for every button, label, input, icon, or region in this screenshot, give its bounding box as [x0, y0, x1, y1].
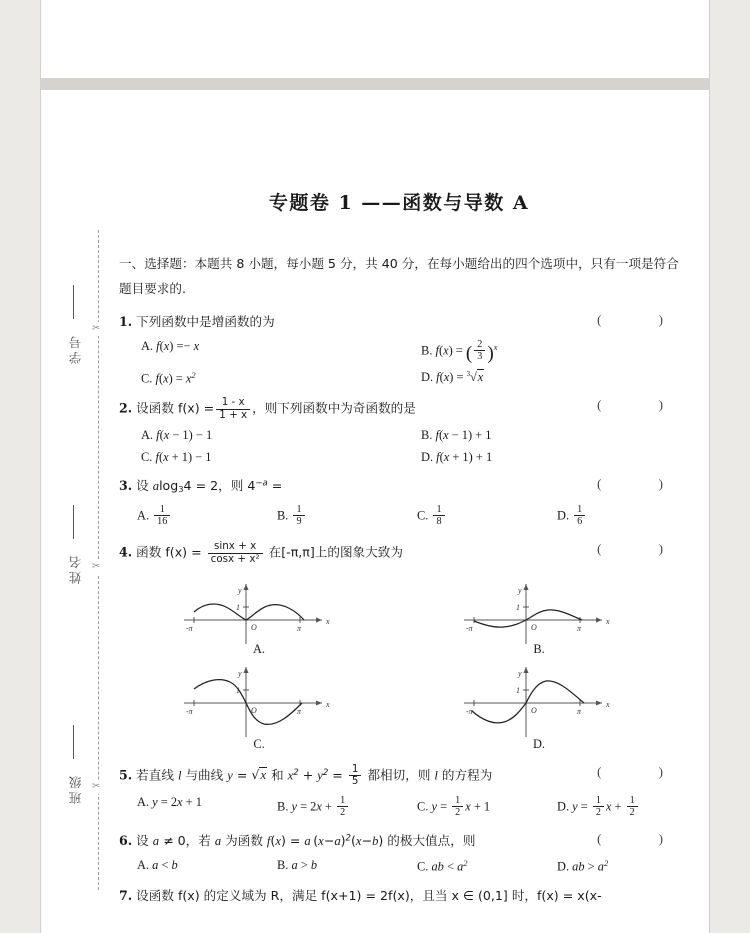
scissors-icon: ✂ [92, 781, 101, 792]
svg-text:x: x [325, 616, 330, 626]
question-1-options [119, 339, 679, 386]
option-6a[interactable]: A. a < b [137, 858, 178, 873]
question-4-text-post: 在[-π,π]上的图象大致为 [268, 545, 403, 561]
question-4-number: 4. [119, 545, 133, 561]
graph-option-a[interactable] [119, 576, 399, 657]
option-3d[interactable]: D. $\frac{1}{6}$ [539, 504, 679, 528]
option-2c[interactable]: C. f(x + 1) − 1 [141, 450, 212, 465]
question-5-answer-bracket[interactable]: ( ) [597, 764, 675, 779]
margin-label-student-id: 学号 [68, 333, 83, 364]
question-1-number: 1. [119, 314, 133, 330]
question-1 [119, 312, 679, 386]
scissors-icon: ✂ [92, 323, 101, 334]
graph-d-label: D. [532, 736, 546, 751]
question-2 [119, 397, 679, 465]
graph-c-label: C. [253, 736, 265, 751]
question-5-stem: 5. 若直线 l 与曲线 y = √x 和 $x^2 + y^2$ = $\frac{1}{5}$ 都相切，则 l 的方程为 [119, 762, 493, 788]
option-1a[interactable]: A. f(x) =− x [141, 338, 200, 353]
option-1c[interactable]: C. $f(x) = x^2$ [141, 369, 196, 386]
option-5b[interactable]: B. y = 2x + $\frac{1}{2}$ [259, 795, 399, 819]
graph-option-b[interactable] [399, 576, 679, 657]
question-5 [119, 764, 679, 819]
graph-b-label: B. [533, 641, 545, 656]
option-1b[interactable]: B. f(x) = ( $\frac{2}{3}$ )$^x$ [421, 338, 498, 364]
question-4 [119, 541, 679, 751]
option-3b[interactable]: B. $\frac{1}{9}$ [259, 504, 399, 528]
svg-text:1: 1 [235, 685, 240, 695]
option-2a[interactable]: A. f(x − 1) − 1 [141, 428, 213, 443]
svg-text:O: O [530, 622, 537, 632]
svg-text:π: π [296, 623, 301, 633]
question-7 [119, 886, 679, 906]
option-5c[interactable]: C. y = $\frac{1}{2}$ x + 1 [417, 794, 491, 819]
question-4-answer-bracket[interactable]: ( ) [597, 542, 675, 557]
question-1-answer-bracket[interactable]: ( ) [597, 313, 675, 328]
section-instruction: 一、选择题：本题共 8 小题，每小题 5 分，共 40 分，在每小题给出的四个选项中，只有一项是符合题目要求的. [119, 256, 679, 297]
q4-frac-den: cosx + x² [208, 553, 263, 566]
question-3-options [119, 504, 679, 528]
svg-text:y: y [517, 668, 522, 678]
q5-frac-den: 5 [349, 775, 362, 788]
exam-content [119, 90, 679, 933]
svg-text:1: 1 [515, 602, 520, 612]
svg-text:-π: -π [185, 623, 193, 633]
field-rule-student-id [73, 285, 74, 319]
question-3-stem: 3. 设 alog$_3$4 = 2，则 $4^{-a}$ = [119, 478, 283, 495]
svg-text:π: π [576, 706, 581, 716]
previous-page-edge [40, 0, 710, 78]
option-6c[interactable]: C. ab < $a^2$ [417, 858, 468, 874]
q5-frac-num: 1 [351, 762, 359, 775]
question-6-answer-bracket[interactable]: ( ) [597, 831, 675, 846]
option-3a[interactable]: A. $\frac{1}{16}$ [119, 504, 259, 528]
svg-text:1: 1 [235, 602, 240, 612]
margin-label-class: 班级 [68, 773, 83, 804]
svg-text:x: x [325, 699, 330, 709]
option-3c[interactable]: C. $\frac{1}{8}$ [399, 504, 539, 528]
svg-text:y: y [517, 585, 522, 595]
question-5-options [119, 795, 679, 819]
svg-text:y: y [237, 585, 242, 595]
svg-text:π: π [576, 623, 581, 633]
q2-frac-num: 1 - x [221, 396, 245, 409]
question-3 [119, 476, 679, 527]
graph-option-c[interactable] [119, 663, 399, 752]
q4-frac-num: sinx + x [214, 540, 257, 553]
question-4-text-pre: 函数 f(x) = [136, 545, 202, 561]
question-1-text: 下列函数中是增函数的为 [136, 314, 275, 330]
svg-text:π: π [296, 706, 301, 716]
margin-strip [41, 90, 116, 933]
question-6 [119, 831, 679, 875]
field-rule-name [73, 505, 74, 539]
question-2-number: 2. [119, 400, 133, 416]
svg-text:y: y [237, 668, 242, 678]
graph-a-label: A. [252, 641, 266, 656]
question-2-text-pre: 设函数 f(x) = [136, 400, 215, 416]
question-3-number: 3. [119, 478, 133, 494]
question-5-number: 5. [119, 767, 133, 783]
scissors-icon: ✂ [92, 561, 101, 572]
question-4-stem [119, 541, 679, 565]
svg-text:x: x [605, 699, 610, 709]
question-7-number: 7. [119, 888, 133, 904]
margin-label-name: 姓名 [68, 553, 83, 584]
question-2-text-post: ，则下列函数中为奇函数的是 [252, 400, 416, 416]
option-6b[interactable]: B. a > b [277, 858, 318, 873]
exam-page [40, 90, 710, 933]
svg-text:O: O [250, 622, 257, 632]
q2-frac-den: 1 + x [216, 409, 250, 422]
question-3-answer-bracket[interactable]: ( ) [597, 477, 675, 492]
question-6-options [119, 858, 679, 874]
option-6d[interactable]: D. ab > $a^2$ [557, 858, 609, 874]
field-rule-class [73, 725, 74, 759]
page-separator [40, 78, 710, 90]
graph-option-d[interactable] [399, 663, 679, 752]
svg-text:O: O [250, 705, 257, 715]
question-1-stem [119, 312, 679, 332]
question-6-stem: 6. 设 a ≠ 0，若 a 为函数 f(x) = a $(x-a)^2(x-b)$ 的极大值点，则 [119, 832, 476, 848]
question-2-stem [119, 397, 679, 421]
option-2d[interactable]: D. f(x + 1) + 1 [421, 450, 493, 465]
question-6-number: 6. [119, 832, 133, 848]
option-5a[interactable]: A. y = 2x + 1 [137, 794, 202, 809]
svg-text:-π: -π [465, 623, 473, 633]
question-2-answer-bracket[interactable]: ( ) [597, 398, 675, 413]
svg-text:x: x [605, 616, 610, 626]
page-title: 专题卷 1 ——函数与导数 A [268, 192, 530, 214]
svg-text:-π: -π [185, 706, 193, 716]
svg-text:-π: -π [465, 706, 473, 716]
option-2b[interactable]: B. f(x − 1) + 1 [421, 428, 492, 443]
question-7-text: 设函数 f(x) 的定义域为 R，满足 f(x+1) = 2f(x)，且当 x ∈ (0,1] 时，f(x) = x(x- [136, 888, 602, 904]
question-4-graphs [119, 576, 679, 752]
question-7-stem [119, 886, 679, 906]
option-1d[interactable]: D. f(x) = $^3$√x [421, 369, 484, 384]
svg-text:O: O [530, 705, 537, 715]
svg-text:1: 1 [515, 685, 520, 695]
option-5d[interactable]: D. y = $\frac{1}{2}$ x + $\frac{1}{2}$ [539, 795, 679, 819]
question-2-options [119, 428, 679, 465]
